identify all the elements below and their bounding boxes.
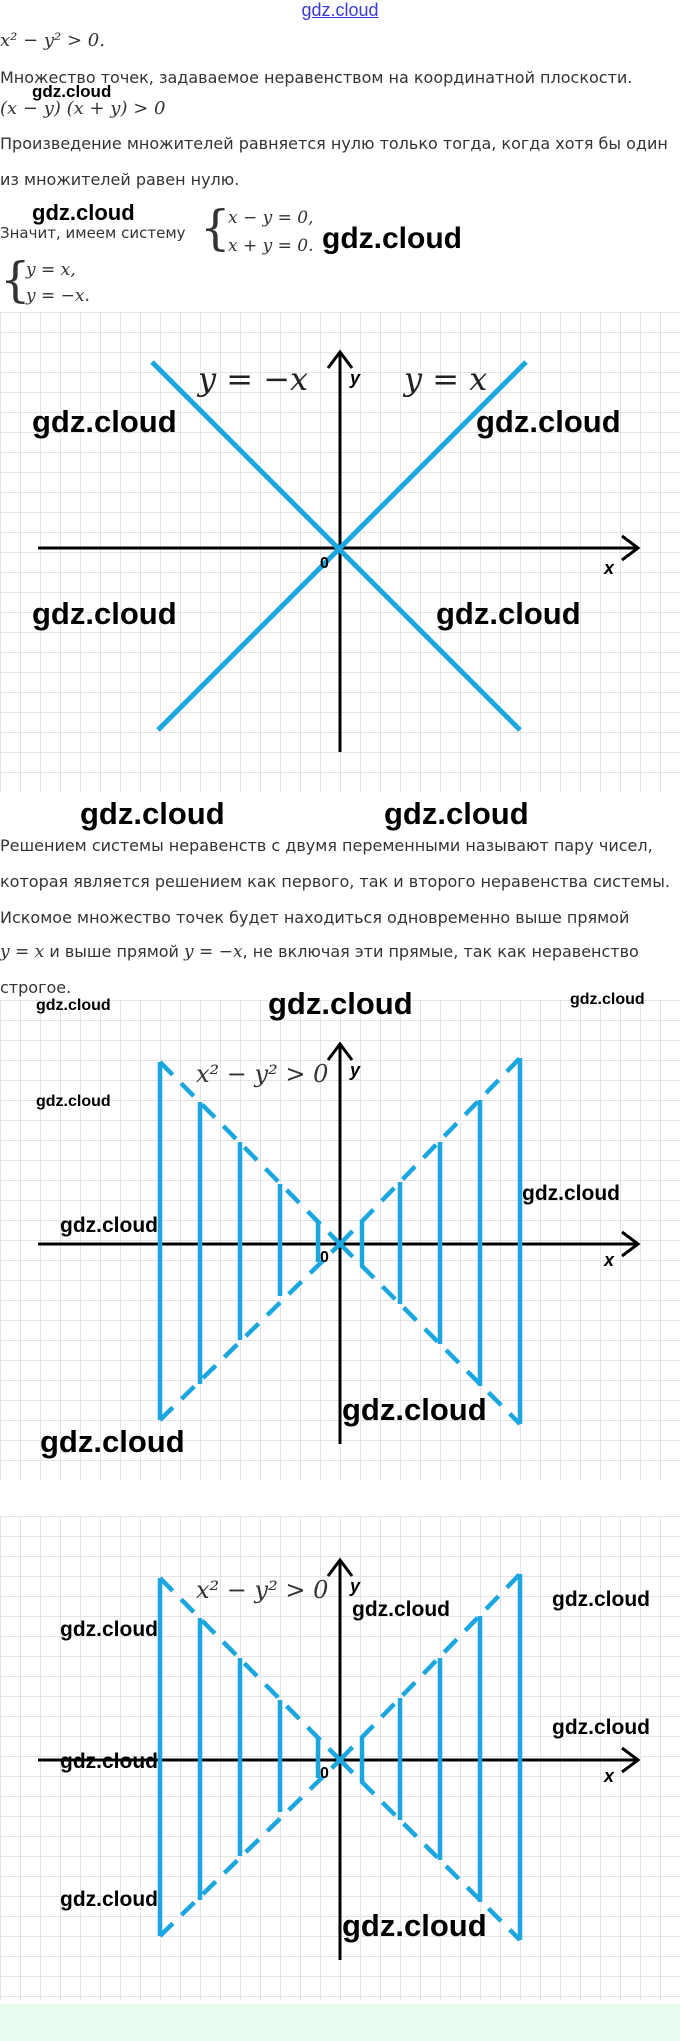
system2-eq1: y = x, bbox=[26, 260, 76, 280]
origin-label: 0 bbox=[320, 1765, 329, 1782]
watermark: gdz.cloud bbox=[60, 1888, 158, 1911]
paragraph-set-of-points: Множество точек, задаваемое неравенством на координатной плоскости. bbox=[0, 68, 633, 87]
dashed-line-y-eq-neg-x bbox=[160, 1062, 340, 1244]
watermark: gdz.cloud bbox=[32, 200, 135, 225]
paragraph-definition: Решением системы неравенств с двумя переменными называют пару чисел, bbox=[0, 836, 653, 855]
axis-label-y: y bbox=[350, 1576, 361, 1596]
axis-label-y: y bbox=[350, 368, 361, 388]
watermark: gdz.cloud bbox=[32, 82, 112, 101]
watermark: gdz.cloud bbox=[570, 991, 645, 1008]
watermark: gdz.cloud bbox=[32, 404, 177, 439]
graph3 bbox=[0, 1516, 680, 2000]
label-y-eq-neg-x: y = −x bbox=[198, 360, 309, 398]
watermark: gdz.cloud bbox=[36, 1093, 111, 1110]
inequality-label: x² − y² > 0 bbox=[196, 1576, 329, 1604]
label-y-eq-x: y = x bbox=[404, 360, 488, 398]
footer-strip bbox=[0, 2004, 680, 2041]
system2-brace: { bbox=[0, 252, 31, 308]
shaded-region-right bbox=[362, 1058, 520, 1424]
watermark: gdz.cloud bbox=[476, 404, 621, 439]
dashed-line-y-eq-x-low bbox=[160, 1760, 340, 1936]
paragraph-system: Значит, имеем систему bbox=[0, 224, 186, 242]
factored-inequality: (x − y) (x + y) > 0 bbox=[0, 98, 166, 119]
watermark: gdz.cloud bbox=[40, 1424, 185, 1459]
watermark: gdz.cloud bbox=[436, 596, 581, 631]
inequality-label: x² − y² > 0 bbox=[196, 1060, 329, 1088]
origin-label: 0 bbox=[320, 555, 329, 572]
axis-label-x: x bbox=[604, 558, 615, 578]
watermark: gdz.cloud bbox=[32, 596, 177, 631]
origin-label: 0 bbox=[320, 1249, 329, 1266]
math-y-eq-neg-x: y = −x bbox=[184, 942, 243, 962]
math-y-eq-x: y = x bbox=[0, 942, 45, 962]
watermark: gdz.cloud bbox=[60, 1750, 158, 1773]
system1-brace: { bbox=[200, 200, 231, 256]
shaded-region-left bbox=[160, 1578, 318, 1936]
watermark: gdz.cloud bbox=[552, 1716, 650, 1739]
dashed-line-y-eq-neg-x bbox=[160, 1578, 340, 1760]
paragraph-strict: строгое. bbox=[0, 978, 72, 997]
axis-label-y: y bbox=[350, 1060, 361, 1080]
graph1 bbox=[0, 312, 680, 792]
dashed-line-y-eq-x-low bbox=[160, 1244, 340, 1420]
paragraph-region: Искомое множество точек будет находиться одновременно выше прямой bbox=[0, 908, 630, 927]
line-y-eq-x bbox=[158, 362, 526, 730]
watermark: gdz.cloud bbox=[522, 1182, 620, 1205]
watermark: gdz.cloud bbox=[342, 1392, 487, 1427]
watermark: gdz.cloud bbox=[384, 796, 529, 831]
paragraph-definition-cont: которая является решением как первого, так и второго неравенства системы. bbox=[0, 872, 670, 891]
inequality-main: x² − y² > 0. bbox=[0, 30, 105, 51]
system1-eq1: x − y = 0, bbox=[228, 208, 314, 228]
paragraph-region-cont: y = x и выше прямой y = −x, не включая эти прямые, так как неравенство bbox=[0, 942, 639, 962]
line-y-eq-neg-x bbox=[152, 362, 520, 730]
watermark: gdz.cloud bbox=[36, 997, 111, 1014]
system2-eq2: y = −x. bbox=[26, 286, 90, 306]
watermark: gdz.cloud bbox=[60, 1214, 158, 1237]
dashed-line-y-eq-x bbox=[340, 1058, 520, 1244]
axis-label-x: x bbox=[604, 1250, 615, 1270]
watermark: gdz.cloud bbox=[342, 1908, 487, 1943]
site-link[interactable]: gdz.cloud bbox=[301, 0, 379, 20]
watermark: gdz.cloud bbox=[322, 222, 462, 255]
paragraph-product-zero-cont: из множителей равен нулю. bbox=[0, 170, 240, 189]
watermark: gdz.cloud bbox=[352, 1598, 450, 1621]
watermark: gdz.cloud bbox=[80, 796, 225, 831]
shaded-region-left bbox=[160, 1062, 318, 1420]
watermark: gdz.cloud bbox=[552, 1588, 650, 1611]
paragraph-product-zero: Произведение множителей равняется нулю только тогда, когда хотя бы один bbox=[0, 134, 668, 153]
axis-label-x: x bbox=[604, 1766, 615, 1786]
watermark: gdz.cloud bbox=[60, 1618, 158, 1641]
system1-eq2: x + y = 0. bbox=[228, 236, 314, 256]
shaded-region-right bbox=[362, 1574, 520, 1940]
watermark: gdz.cloud bbox=[268, 986, 413, 1021]
